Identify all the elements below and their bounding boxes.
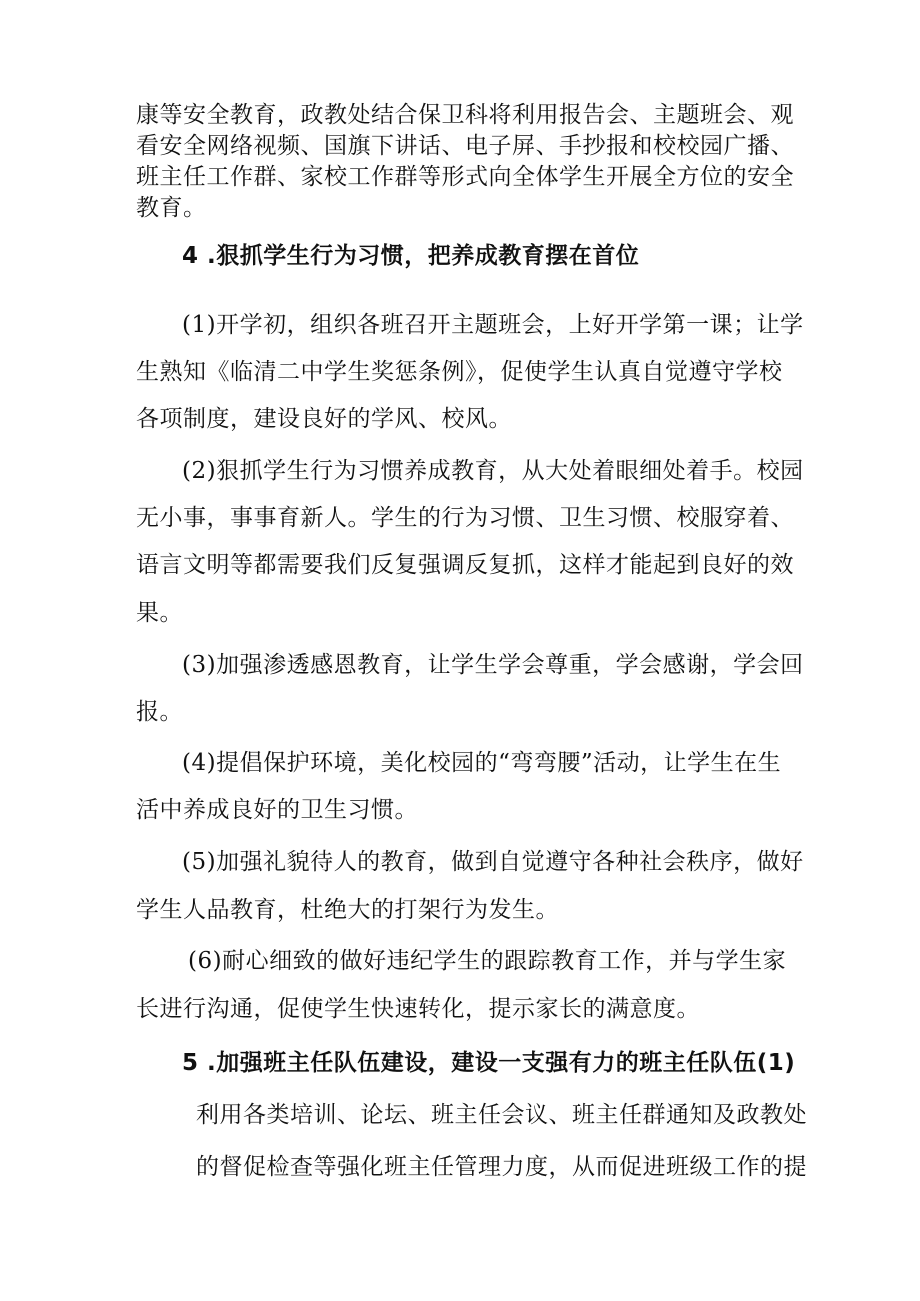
list-item-line: 果。 bbox=[136, 600, 183, 626]
list-item-line: 报。 bbox=[136, 699, 183, 725]
list-item-line: 学生人品教育，杜绝大的打架行为发生。 bbox=[136, 897, 559, 923]
paragraph-line: 班主任工作群、家校工作群等形式向全体学生开展全方位的安全 bbox=[136, 164, 794, 190]
list-item-line: 利用各类培训、论坛、班主任会议、班主任群通知及政教处 bbox=[196, 1102, 807, 1128]
list-item-line: 的督促检查等强化班主任管理力度，从而促进班级工作的提 bbox=[196, 1154, 807, 1180]
section-heading-4: 4 .狠抓学生行为习惯，把养成教育摆在首位 bbox=[182, 243, 640, 269]
list-item-line: (3)加强渗透感恩教育，让学生学会尊重，学会感谢，学会回 bbox=[182, 652, 804, 678]
list-item-line: 长进行沟通，促使学生快速转化，提示家长的满意度。 bbox=[136, 996, 700, 1022]
list-item-line: 活中养成良好的卫生习惯。 bbox=[136, 797, 418, 823]
paragraph-line: 康等安全教育，政教处结合保卫科将利用报告会、主题班会、观 bbox=[136, 102, 794, 128]
list-item-line: (6)耐心细致的做好违纪学生的跟踪教育工作，并与学生家 bbox=[188, 948, 787, 974]
list-item-line: (1)开学初，组织各班召开主题班会，上好开学第一课；让学 bbox=[182, 312, 804, 338]
list-item-line: (4)提倡保护环境，美化校园的“弯弯腰”活动，让学生在生 bbox=[182, 750, 782, 776]
list-item-line: 语言文明等都需要我们反复强调反复抓，这样才能起到良好的效 bbox=[136, 552, 794, 578]
list-item-line: (5)加强礼貌待人的教育，做到自觉遵守各种社会秩序，做好 bbox=[182, 849, 804, 875]
list-item-line: 生熟知《临清二中学生奖惩条例》，促使学生认真自觉遵守学校 bbox=[136, 359, 783, 385]
paragraph-line: 看安全网络视频、国旗下讲话、电子屏、手抄报和校校园广播、 bbox=[136, 133, 794, 159]
section-heading-5: 5 .加强班主任队伍建设，建设一支强有力的班主任队伍(1) bbox=[182, 1050, 796, 1076]
list-item-line: 无小事，事事育新人。学生的行为习惯、卫生习惯、校服穿着、 bbox=[136, 505, 794, 531]
list-item-line: 各项制度，建设良好的学风、校风。 bbox=[136, 406, 512, 432]
list-item-line: (2)狠抓学生行为习惯养成教育，从大处着眼细处着手。校园 bbox=[182, 458, 804, 484]
paragraph-line: 教育。 bbox=[136, 195, 207, 221]
